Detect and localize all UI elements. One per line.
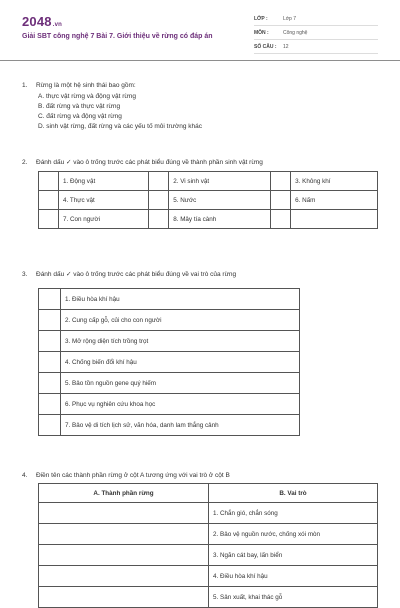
table-cell: 1. Động vật [59, 172, 149, 191]
table-cell: 7. Bảo vệ di tích lịch sử, văn hóa, danh lam thắng cảnh [61, 415, 300, 436]
table-cell: 6. Phục vụ nghiên cứu khoa học [61, 394, 300, 415]
question-text: Rừng là một hệ sinh thái bao gồm: [36, 82, 136, 89]
meta-question-count [254, 42, 378, 54]
meta-value: Công nghệ [283, 30, 308, 36]
table-cell: 5. Bảo tồn nguồn gene quý hiếm [61, 373, 300, 394]
table-row [39, 191, 378, 210]
question-3 [22, 270, 236, 278]
table-cell: 1. Điều hòa khí hậu [61, 289, 300, 310]
question-4 [22, 472, 230, 479]
table-cell: 6. Nấm [291, 191, 378, 210]
question-text: Đánh dấu ✓ vào ô trống trước các phát biểu đúng về vai trò của rừng [36, 271, 237, 278]
answer-cell[interactable] [39, 524, 209, 545]
answer-checkbox[interactable] [149, 172, 169, 191]
table-cell: 5. Nước [169, 191, 271, 210]
table-row [39, 310, 300, 331]
question-number: 4. [22, 472, 28, 479]
table-row [39, 545, 378, 566]
question-1-options [38, 92, 202, 132]
answer-checkbox[interactable] [39, 289, 61, 310]
column-header-b: B. Vai trò [209, 484, 378, 503]
meta-value: Lớp 7 [283, 16, 297, 22]
question-2-table [38, 171, 378, 229]
option-b: B. đất rừng và thực vật rừng [38, 103, 121, 110]
answer-checkbox[interactable] [39, 172, 59, 191]
question-2 [22, 158, 263, 166]
answer-cell[interactable] [39, 587, 209, 608]
question-3-table [38, 288, 300, 436]
meta-label: LỚP : [254, 16, 268, 22]
meta-value: 12 [283, 44, 289, 50]
table-row [39, 415, 300, 436]
answer-checkbox[interactable] [149, 191, 169, 210]
meta-class [254, 14, 378, 26]
answer-checkbox[interactable] [39, 415, 61, 436]
option-a: A. thực vật rừng và động vật rừng [38, 93, 136, 100]
table-row [39, 394, 300, 415]
site-logo[interactable] [22, 14, 62, 29]
answer-checkbox[interactable] [39, 210, 59, 229]
answer-checkbox[interactable] [271, 172, 291, 191]
meta-subject [254, 28, 378, 40]
table-cell: 7. Con người [59, 210, 149, 229]
answer-checkbox[interactable] [39, 394, 61, 415]
table-cell [291, 210, 378, 229]
answer-cell[interactable] [39, 503, 209, 524]
table-cell: 3. Mở rộng diện tích trồng trọt [61, 331, 300, 352]
page-title: Giải SBT công nghệ 7 Bài 7. Giới thiệu về rừng có đáp án [22, 33, 213, 40]
table-header-row [39, 484, 378, 503]
question-text: Điền tên các thành phần rừng ở cột A tương ứng với vai trò ở cột B [36, 472, 230, 479]
table-row [39, 524, 378, 545]
table-row [39, 566, 378, 587]
table-row [39, 503, 378, 524]
table-cell: 5. Sản xuất, khai thác gỗ [209, 587, 378, 608]
table-row [39, 587, 378, 608]
table-cell: 2. Bảo vệ nguồn nước, chống xói mòn [209, 524, 378, 545]
answer-checkbox[interactable] [39, 331, 61, 352]
page-header [0, 0, 400, 61]
table-cell: 2. Cung cấp gỗ, củi cho con người [61, 310, 300, 331]
answer-checkbox[interactable] [39, 191, 59, 210]
column-header-a: A. Thành phần rừng [39, 484, 209, 503]
table-cell: 4. Chống biến đổi khí hậu [61, 352, 300, 373]
option-c: C. đất rừng và động vật rừng [38, 113, 122, 120]
answer-cell[interactable] [39, 545, 209, 566]
answer-checkbox[interactable] [271, 191, 291, 210]
table-row [39, 373, 300, 394]
meta-label: MÔN : [254, 30, 269, 36]
answer-cell[interactable] [39, 566, 209, 587]
logo-text: 2048 [22, 14, 52, 29]
answer-checkbox[interactable] [39, 373, 61, 394]
table-row [39, 331, 300, 352]
answer-checkbox[interactable] [149, 210, 169, 229]
logo-suffix: .vn [52, 22, 63, 28]
table-cell: 4. Thực vật [59, 191, 149, 210]
table-row [39, 289, 300, 310]
table-cell: 4. Điều hòa khí hậu [209, 566, 378, 587]
question-number: 2. [22, 159, 28, 166]
table-cell: 2. Vi sinh vật [169, 172, 271, 191]
table-row [39, 210, 378, 229]
table-cell: 3. Không khí [291, 172, 378, 191]
meta-label: SỐ CÂU : [254, 44, 277, 50]
table-cell: 8. Mây tía cành [169, 210, 271, 229]
table-cell: 3. Ngăn cát bay, lấn biển [209, 545, 378, 566]
question-1 [22, 82, 136, 89]
answer-checkbox[interactable] [39, 352, 61, 373]
question-number: 3. [22, 271, 28, 278]
table-cell: 1. Chắn gió, chắn sóng [209, 503, 378, 524]
table-row [39, 352, 300, 373]
option-d: D. sinh vật rừng, đất rừng và các yếu tố môi trường khác [38, 123, 202, 130]
answer-checkbox[interactable] [39, 310, 61, 331]
question-text: Đánh dấu ✓ vào ô trống trước các phát biểu đúng về thành phần sinh vật rừng [36, 159, 263, 166]
question-number: 1. [22, 82, 28, 89]
table-row [39, 172, 378, 191]
question-4-table [38, 483, 378, 608]
answer-checkbox[interactable] [271, 210, 291, 229]
